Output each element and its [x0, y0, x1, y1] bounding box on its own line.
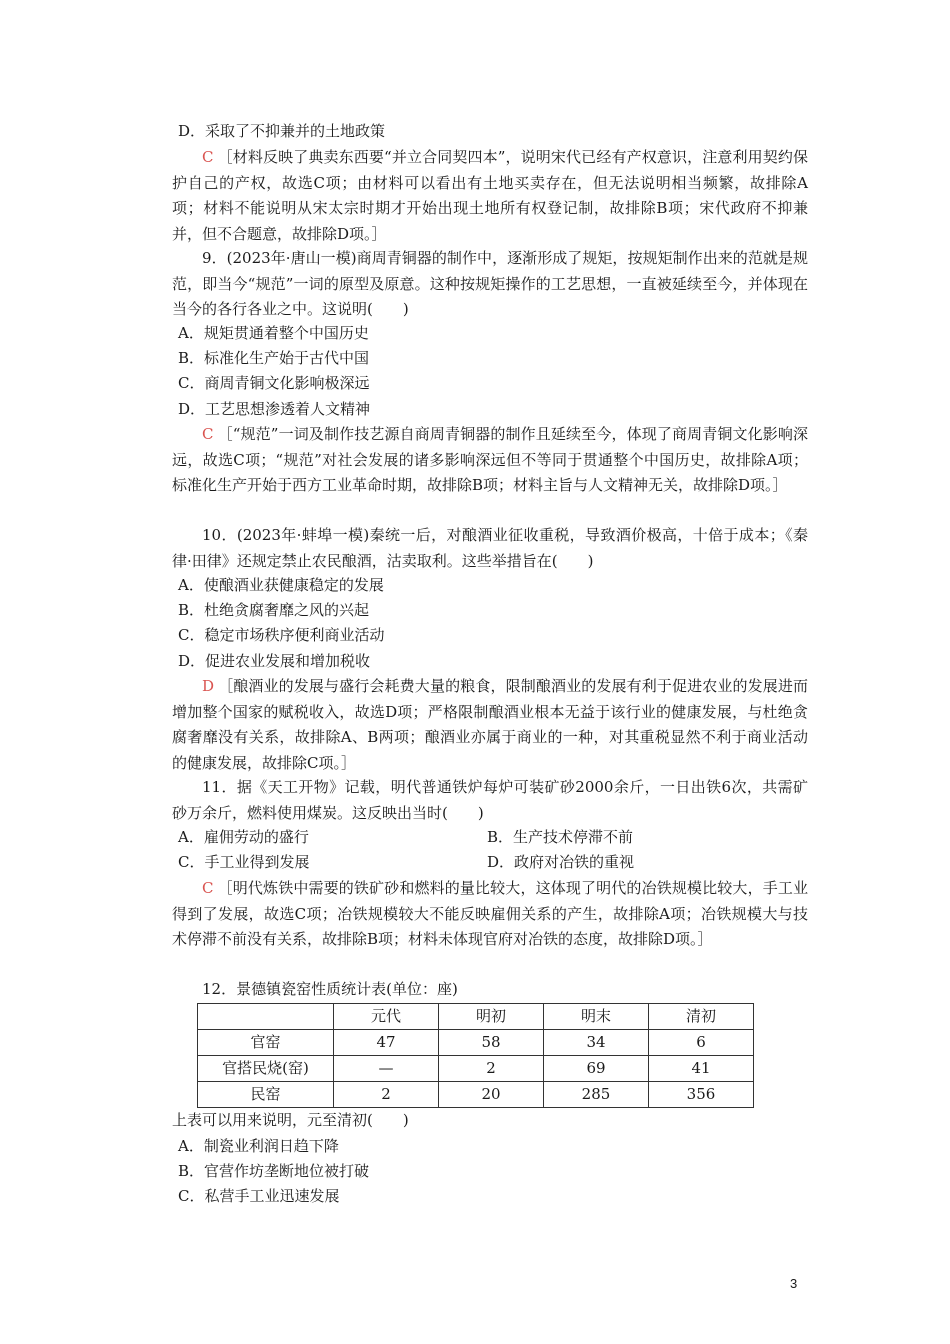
q11-option-d: D．政府对冶铁的重视	[487, 853, 635, 871]
q8-answer: C	[202, 148, 214, 166]
table-cell: 41	[649, 1056, 754, 1082]
q12-option-a: A．制瓷业利润日趋下降	[178, 1137, 339, 1155]
q9-stem: 9．(2023年·唐山一模)商周青铜器的制作中，逐渐形成了规矩，按规矩制作出来的范就是规范，即当今“规范”一词的原型及原意。这种按规矩操作的工艺思想，一直被延续至今，并体现在当今的各行各业之中。这说明( )	[172, 249, 808, 318]
q10-option-a: A．使酿酒业获健康稳定的发展	[178, 576, 384, 594]
q9-option-b: B．标准化生产始于古代中国	[178, 349, 370, 367]
table-header-cell	[198, 1004, 334, 1030]
q9-answer: C	[202, 425, 214, 443]
table-row	[198, 1056, 754, 1082]
q9-option-c: C．商周青铜文化影响极深远	[178, 374, 370, 392]
table-cell: 47	[334, 1030, 439, 1056]
table-cell: 2	[439, 1056, 544, 1082]
table-cell: 民窑	[198, 1082, 334, 1108]
q11-stem: 11．据《天工开物》记载，明代普通铁炉每炉可装矿砂2000余斤，一日出铁6次，共需矿砂万余斤，燃料使用煤炭。这反映出当时( )	[172, 778, 808, 822]
q11-answer: C	[202, 879, 214, 897]
table-header-row	[198, 1004, 754, 1030]
q12-question: 上表可以用来说明，元至清初( )	[172, 1111, 409, 1129]
q9-answer-block	[172, 422, 808, 499]
kiln-statistics-table	[197, 1003, 754, 1108]
table-cell: 58	[439, 1030, 544, 1056]
table-row	[198, 1030, 754, 1056]
table-header-cell: 清初	[649, 1004, 754, 1030]
q11-option-b: B．生产技术停滞不前	[487, 828, 634, 846]
q10-analysis: ［酿酒业的发展与盛行会耗费大量的粮食，限制酿酒业的发展有利于促进农业的发展进而增加整个国家的赋税收入，故选D项；严格限制酿酒业根本无益于该行业的健康发展，与杜绝贪腐奢靡没有关系，故排除A、B两项；酿酒业亦属于商业的一种，对其重税显然不利于商业活动的健康发展，故排除C项。］	[172, 677, 808, 772]
table-row	[198, 1082, 754, 1108]
table-header-cell: 元代	[334, 1004, 439, 1030]
q8-option-d: D．采取了不抑兼并的土地政策	[178, 122, 386, 140]
table-cell: —	[334, 1056, 439, 1082]
q9-option-a: A．规矩贯通着整个中国历史	[178, 324, 369, 342]
q12-stem: 12．景德镇瓷窑性质统计表(单位：座)	[202, 980, 458, 998]
q11-answer-block	[172, 876, 808, 953]
table-cell: 2	[334, 1082, 439, 1108]
q12-option-b: B．官营作坊垄断地位被打破	[178, 1162, 370, 1180]
table-cell: 官窑	[198, 1030, 334, 1056]
q10-answer-block	[172, 674, 808, 776]
q10-option-b: B．杜绝贪腐奢靡之风的兴起	[178, 601, 370, 619]
table-header-cell: 明初	[439, 1004, 544, 1030]
q8-answer-block	[172, 145, 808, 247]
q10-stem: 10．(2023年·蚌埠一模)秦统一后，对酿酒业征收重税，导致酒价极高，十倍于成本；《秦律·田律》还规定禁止农民酿酒，沽卖取利。这些举措旨在( )	[172, 526, 808, 570]
q12-option-c: C．私营手工业迅速发展	[178, 1187, 340, 1205]
q8-analysis: ［材料反映了典卖东西要“并立合同契四本”，说明宋代已经有产权意识，注意利用契约保护自己的产权，故选C项；由材料可以看出有土地买卖存在，但无法说明相当频繁，故排除A项；材料不能说明从宋太宗时期才开始出现土地所有权登记制，故排除B项；宋代政府不抑兼并，但不合题意，故排除D项。］	[172, 148, 808, 243]
table-cell: 6	[649, 1030, 754, 1056]
table-cell: 官搭民烧(窑)	[198, 1056, 334, 1082]
table-cell: 20	[439, 1082, 544, 1108]
q9-option-d: D．工艺思想渗透着人文精神	[178, 400, 371, 418]
q10-answer: D	[202, 677, 215, 695]
q11-option-c: C．手工业得到发展	[178, 853, 310, 871]
q11-option-a: A．雇佣劳动的盛行	[178, 828, 309, 846]
table-cell: 285	[544, 1082, 649, 1108]
q10-option-d: D．促进农业发展和增加税收	[178, 652, 371, 670]
q10-option-c: C．稳定市场秩序便利商业活动	[178, 626, 385, 644]
table-cell: 34	[544, 1030, 649, 1056]
table-cell: 356	[649, 1082, 754, 1108]
page-number: 3	[790, 1276, 798, 1291]
q11-analysis: ［明代炼铁中需要的铁矿砂和燃料的量比较大，这体现了明代的冶铁规模比较大，手工业得到了发展，故选C项；冶铁规模较大不能反映雇佣关系的产生，故排除A项；冶铁规模大与技术停滞不前没有关系，故排除B项；材料未体现官府对冶铁的态度，故排除D项。］	[172, 879, 808, 948]
table-cell: 69	[544, 1056, 649, 1082]
q9-analysis: ［“规范”一词及制作技艺源自商周青铜器的制作且延续至今，体现了商周青铜文化影响深远，故选C项；“规范”对社会发展的诸多影响深远但不等同于贯通整个中国历史，故排除A项；标准化生产开始于西方工业革命时期，故排除B项；材料主旨与人文精神无关，故排除D项。］	[172, 425, 808, 494]
table-header-cell: 明末	[544, 1004, 649, 1030]
